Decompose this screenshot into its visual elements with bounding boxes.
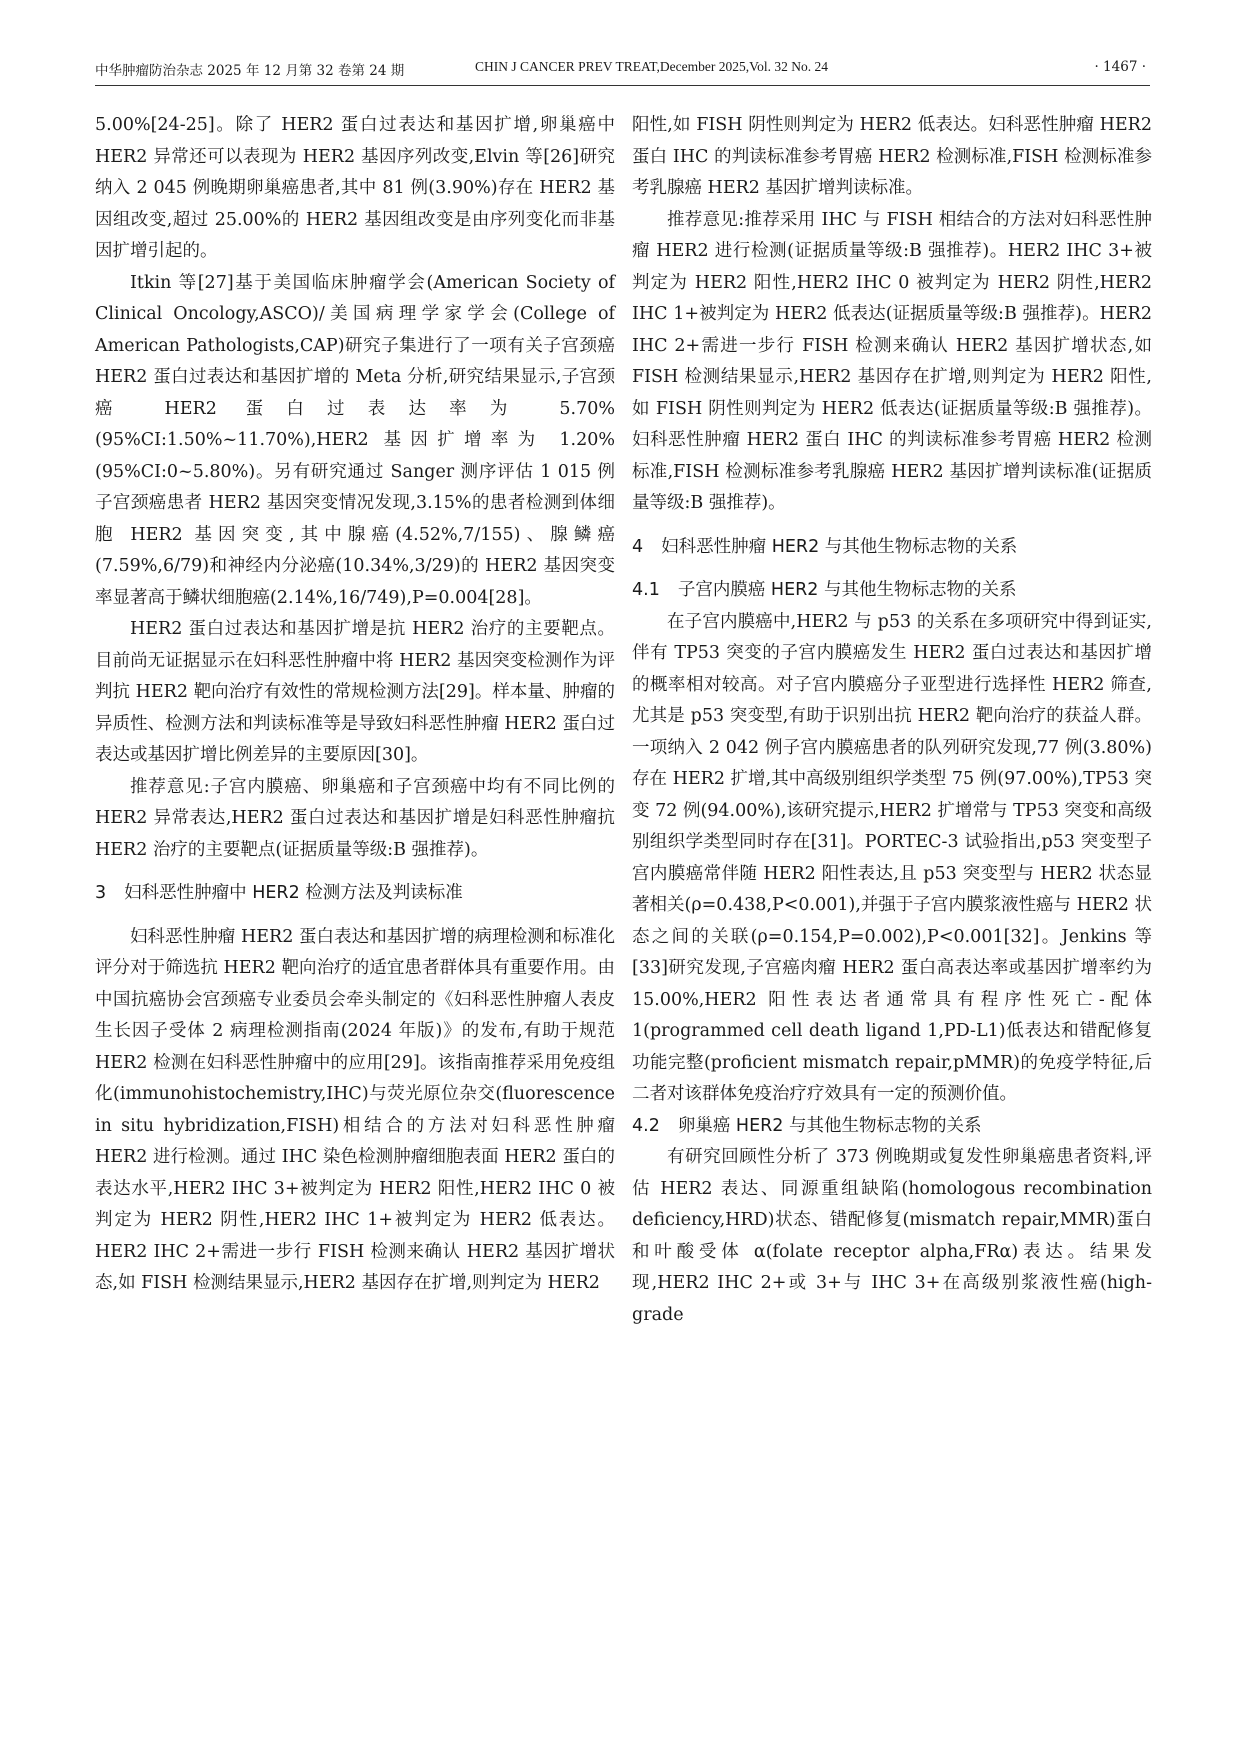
paragraph: 阳性,如 FISH 阴性则判定为 HER2 低表达。妇科恶性肿瘤 HER2 蛋白 IHC 的判读标准参考胃癌 HER2 检测标准,FISH 检测标准参考乳腺癌 HER2 基因扩增判读标准。 [632, 115, 1152, 198]
paragraph: Itkin 等[27]基于美国临床肿瘤学会(American Society of Clinical Oncology,ASCO)/美国病理学家学会(College of American Pathologists,CAP)研究子集进行了一项有关子宫颈癌 HER2 蛋白过表达和基因扩增的 Meta 分析,研究结果显示,子宫颈癌 HER2 蛋白过表达率为 5.70%(95%CI:1.50%~11.70%),HER2 基因扩增率为 1.20%(95%CI:0~5.80%)。另有研究通过 Sanger 测序评估 1 015 例子宫颈癌患者 HER2 基因突变情况发现,3.15%的患者检测到体细胞 HER2 基因突变,其中腺癌(4.52%,7/155)、腺鳞癌(7.59%,6/79)和神经内分泌癌(10.34%,3/29)的 HER2 基因突变率显著高于鳞状细胞癌(2.14%,16/749),P=0.004[28]。 [95, 272, 615, 608]
subsection-title: 卵巢癌 HER2 与其他生物标志物的关系 [677, 1115, 982, 1136]
left-column [95, 110, 615, 1300]
running-header [95, 55, 1150, 86]
page-number: · 1467 · [1094, 59, 1146, 75]
subsection-heading [632, 575, 1152, 607]
paragraph: 妇科恶性肿瘤 HER2 蛋白表达和基因扩增的病理检测和标准化评分对于筛选抗 HER2 靶向治疗的适宜患者群体具有重要作用。由中国抗癌协会宫颈癌专业委员会牵头制定的《妇科恶性肿瘤人表皮生长因子受体 2 病理检测指南(2024 年版)》的发布,有助于规范 HER2 检测在妇科恶性肿瘤中的应用[29]。该指南推荐采用免疫组化(immunohistochemistry,IHC)与荧光原位杂交(fluorescence in situ hybridization,FISH)相结合的方法对妇科恶性肿瘤 HER2 进行检测。通过 IHC 染色检测肿瘤细胞表面 HER2 蛋白的表达水平,HER2 IHC 3+被判定为 HER2 阳性,HER2 IHC 0 被判定为 HER2 阴性,HER2 IHC 1+被判定为 HER2 低表达。HER2 IHC 2+需进一步行 FISH 检测来确认 HER2 基因扩增状态,如 FISH 检测结果显示,HER2 基因存在扩增,则判定为 HER2 [95, 926, 615, 1293]
section-heading [95, 878, 615, 910]
journal-name: 中华肿瘤防治杂志 2025 年 12 月第 32 卷第 24 期 [95, 63, 405, 79]
section-heading [632, 532, 1152, 564]
paragraph: HER2 蛋白过表达和基因扩增是抗 HER2 治疗的主要靶点。目前尚无证据显示在妇科恶性肿瘤中将 HER2 基因突变检测作为评判抗 HER2 靶向治疗有效性的常规检测方法[29]。样本量、肿瘤的异质性、检测方法和判读标准等是导致妇科恶性肿瘤 HER2 蛋白过表达或基因扩增比例差异的主要原因[30]。 [95, 619, 615, 765]
subsection-number: 4.2 [632, 1115, 660, 1136]
paragraph: 5.00%[24-25]。除了 HER2 蛋白过表达和基因扩增,卵巢癌中 HER2 异常还可以表现为 HER2 基因序列改变,Elvin 等[26]研究纳入 2 045 例晚期卵巢癌患者,其中 81 例(3.90%)存在 HER2 基因组改变,超过 25.00%的 HER2 基因组改变是由序列变化而非基因扩增引起的。 [95, 115, 615, 261]
section-number: 3 [95, 883, 107, 903]
section-title: 妇科恶性肿瘤中 HER2 检测方法及判读标准 [124, 883, 463, 903]
subsection-heading [632, 1111, 1152, 1143]
subsection-title: 子宫内膜癌 HER2 与其他生物标志物的关系 [677, 580, 1017, 600]
section-number: 4 [632, 536, 644, 557]
paragraph: 在子宫内膜癌中,HER2 与 p53 的关系在多项研究中得到证实,伴有 TP53 突变的子宫内膜癌发生 HER2 蛋白过表达和基因扩增的概率相对较高。对子宫内膜癌分子亚型进行选择性 HER2 筛查,尤其是 p53 突变型,有助于识别出抗 HER2 靶向治疗的获益人群。一项纳入 2 042 例子宫内膜癌患者的队列研究发现,77 例(3.80%)存在 HER2 扩增,其中高级别组织学类型 75 例(97.00%),TP53 突变 72 例(94.00%),该研究提示,HER2 扩增常与 TP53 突变和高级别组织学类型同时存在[31]。PORTEC-3 试验指出,p53 突变型子宫内膜癌常伴随 HER2 阳性表达,且 p53 突变型与 HER2 状态显著相关(ρ=0.438,P<0.001),并强于子宫内膜浆液性癌与 HER2 状态之间的关联(ρ=0.154,P=0.002),P<0.001[32]。Jenkins 等[33]研究发现,子宫癌肉瘤 HER2 蛋白高表达率或基因扩增率约为 15.00%,HER2 阳性表达者通常具有程序性死亡-配体 1(programmed cell death ligand 1,PD-L1)低表达和错配修复功能完整(proficient mismatch repair,pMMR)的免疫学特征,后二者对该群体免疫治疗疗效具有一定的预测价值。 [632, 611, 1152, 1104]
right-column [632, 110, 1152, 1331]
paragraph: 有研究回顾性分析了 373 例晚期或复发性卵巢癌患者资料,评估 HER2 表达、同源重组缺陷(homologous recombination deficiency,HRD)状态、错配修复(mismatch repair,MMR)蛋白和叶酸受体 α(folate receptor alpha,FRα)表达。结果发现,HER2 IHC 2+或 3+与 IHC 3+在高级别浆液性癌(high-grade [632, 1147, 1152, 1325]
subsection-number: 4.1 [632, 580, 660, 600]
journal-english-citation: CHIN J CANCER PREV TREAT,December 2025,Vol. 32 No. 24 [475, 59, 828, 74]
section-title: 妇科恶性肿瘤 HER2 与其他生物标志物的关系 [661, 536, 1018, 557]
recommendation-paragraph: 推荐意见:推荐采用 IHC 与 FISH 相结合的方法对妇科恶性肿瘤 HER2 进行检测(证据质量等级:B 强推荐)。HER2 IHC 3+被判定为 HER2 阳性,HER2 IHC 0 被判定为 HER2 阴性,HER2 IHC 1+被判定为 HER2 低表达(证据质量等级:B 强推荐)。HER2 IHC 2+需进一步行 FISH 检测来确认 HER2 基因扩增状态,如 FISH 检测结果显示,HER2 基因存在扩增,则判定为 HER2 阳性,如 FISH 阴性则判定为 HER2 低表达(证据质量等级:B 强推荐)。妇科恶性肿瘤 HER2 蛋白 IHC 的判读标准参考胃癌 HER2 检测标准,FISH 检测标准参考乳腺癌 HER2 基因扩增判读标准(证据质量等级:B 强推荐)。 [632, 209, 1152, 513]
recommendation-paragraph: 推荐意见:子宫内膜癌、卵巢癌和子宫颈癌中均有不同比例的 HER2 异常表达,HER2 蛋白过表达和基因扩增是妇科恶性肿瘤抗 HER2 治疗的主要靶点(证据质量等级:B 强推荐)。 [95, 776, 615, 860]
